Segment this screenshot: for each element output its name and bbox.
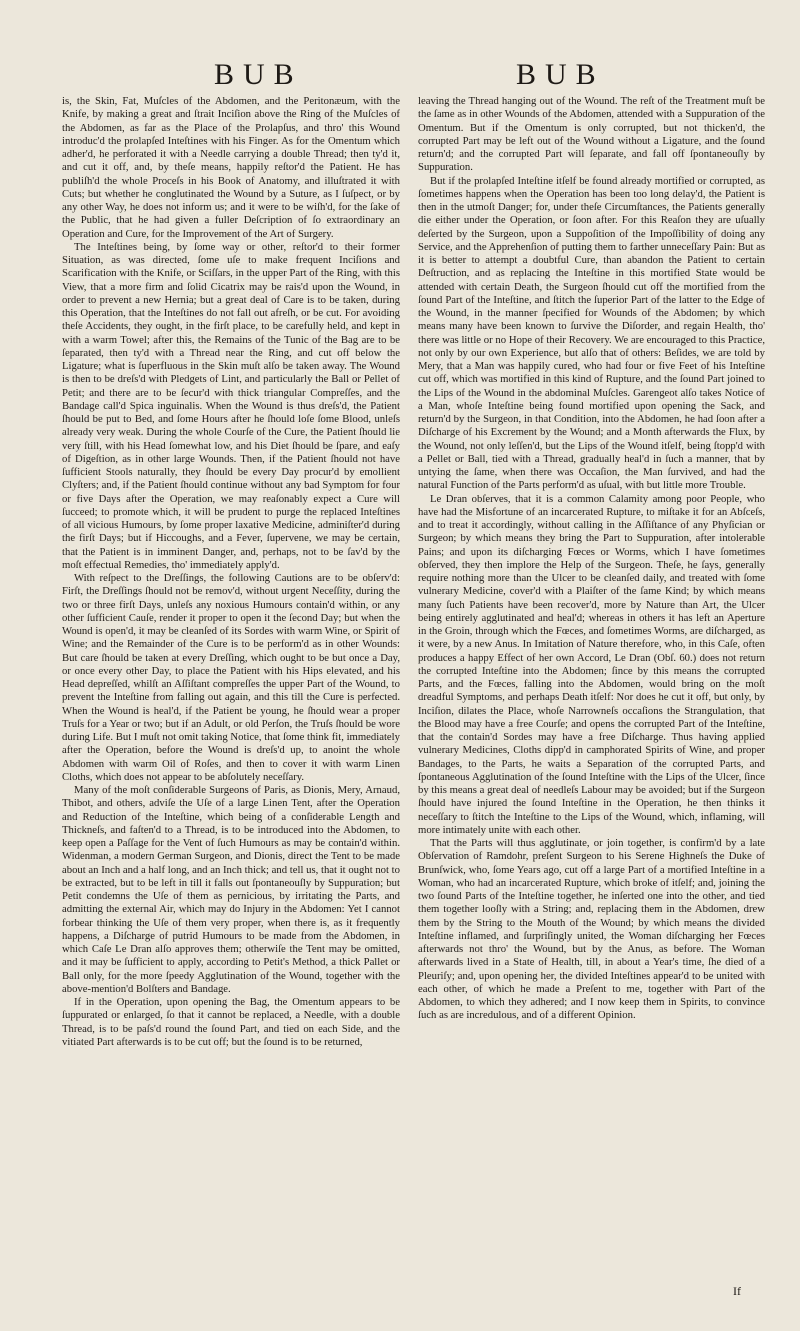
catchword: If (733, 1284, 741, 1298)
paragraph: Many of the moſt conſiderable Surgeons of Paris, as Dionis, Mery, Arnaud, Thibot, and others, adviſe the Uſe of a large Linen Tent, after the Operation and Reduction of the Inteſtine, which being of a conſiderable Length and Thickneſs, and faſten'd to a Thread, is to be introduced into the Abdomen, to keep open a Paſſage for the Vent of ſuch Humours as may be contain'd within. Widenman, a modern German Surgeon, and Dionis, direct the Tent to be made about an Inch and a half long, and an Inch thick; and tell us, that it ought not to be extracted, but to be left in till it falls out ſpontaneouſly by Suppuration; but Petit condemns the Uſe of them as pernicious, by irritating the Parts, and admitting the external Air, which may do Injury in the Abdomen: Yet I cannot forbear thinking the Uſe of them very proper, when there is, as it frequently happens, a Diſcharge of putrid Humours to be made from the Abdomen, in which Caſe Le Dran alſo approves them; otherwiſe the Tent may be omitted, and it may be ſufficient to apply, according to Petit's Method, a thick Pallet or Ball only, for the more ſpeedy Agglutination of the Wound, together with the above-mention'd Bolſters and Bandage. (62, 784, 400, 995)
paragraph: But if the prolapſed Inteſtine itſelf be found already mortified or corrupted, as ſometimes happens when the Operation has been too long delay'd, the Patient is then in the utmoſt Danger; for, under theſe Circumſtances, the Patients generally die either under the Operation, or ſoon after. For this Reaſon they are uſually deſerted by the Surgeon, upon a Suppoſition of the Impoſſibility of doing any Service, and the Apprehenſion of putting them to farther unneceſſary Pain: But as it is better to attempt a doubtful Cure, than abandon the Patient to certain Deſtruction, and as replacing the Inteſtine in this mortified State would be attended with certain Death, the Surgeon ſhould cut off the mortified from the ſound Part of the Inteſtine, and ſtitch the ſuperior Part of the latter to the Edge of the Wound, in the manner ſpecified for Wounds of the Abdomen; by which means many have been known to ſurvive the Diſorder, and regain Health, tho' there was little or no Hope of their Recovery. We are encouraged to this Practice, not only by our own Experience, but alſo that of others: Beſides, we are told by Mery, that a Man was happily cured, who had four or five Feet of his Inteſtine cut off, which was mortified in this kind of Rupture, and the ſound Part joined to the Lips of the Wound in the abdominal Muſcles. Garengeot alſo takes Notice of a Man, whoſe Inteſtine being found mortified upon opening the Sack, and return'd by the Surgeon, in that Condition, into the Abdomen, he had ſoon after a Diſcharge of his Excrement by the Wound; and a Month afterwards the Flux, by the Wound, not only leſſen'd, but the Lips of the Wound itſelf, being ſtopp'd with a Pellet or Ball, tied with a Thread, gradually heal'd in ſuch a manner, that by untying the ſame, when there was Occaſion, the Man ſurvived, and had the natural Function of the Parts perform'd as uſual, with but little more Trouble. (418, 174, 765, 492)
running-head-right: BUB (516, 58, 605, 91)
paragraph: Le Dran obſerves, that it is a common Calamity among poor People, who have had the Misfortune of an incarcerated Rupture, to miſtake it for an Abſceſs, and to treat it accordingly, without calling in the Aſſiſtance of any Phyſician or Surgeon; by which means they bring the Part to Suppuration, after intolerable Pains; and upon its diſcharging Fœces or Worms, which I have ſometimes obſerved, they then implore the Help of the Surgeon. Theſe, he ſays, generally require nothing more than the Ulcer to be cleanſed daily, and treated with ſome vulnerary Medicine, cover'd with a Plaiſter of the ſame Kind; by which means many ſuch Patients have been recover'd, more by Nature than Art, the Ulcer being entirely agglutinated and heal'd; whereas in others it has left an Aperture in the Groin, through which the Fœces, and ſometimes Worms, are diſcharged, as it were, by a new Anus. In Imitation of Nature therefore, who, in this Caſe, often produces a happy Effect of her own Accord, Le Dran (Obſ. 60.) does not return the corrupted Inteſtine into the Abdomen; ſince by this means the corrupted Parts, and the Fœces, falling into the Abdomen, would bring on the moſt dreadful Symptoms, and perhaps Death itſelf: Nor does he cut it off, but only, by Inciſion, dilates the Place, whoſe Narrowneſs occaſions the Strangulation, that the Blood may have a free Courſe; and opens the corrupted Part of the Inteſtine, that the contain'd Sordes may have a free Diſcharge. Thus having applied vulnerary Medicines, Cloths dipp'd in camphorated Spirits of Wine, and proper Bandages, to the Parts, he waits a Separation of the corrupted Parts, and ſpontaneous Agglutination of the ſound Inteſtine with the Lips of the Ulcer, ſince by this means a great deal of needleſs Labour may be avoided; but if the Surgeon ſhould have injured the ſound Inteſtine in the Operation, he then thinks it neceſſary to ſtitch the Inteſtine to the Lips of the Wound, which, inflaming, will more intimately unite with each other. (418, 492, 765, 836)
paragraph: The Inteſtines being, by ſome way or other, reſtor'd to their former Situation, as was directed, ſome uſe to make frequent Inciſions and Scarification with the Knife, or Sciſſars, in the upper Part of the Ring, with this View, that a more firm and ſolid Cicatrix may be rais'd upon the Wound, in order to prevent a new Hernia; but a great deal of Care is to be taken, during this Operation, that the Inteſtines do not fall out afreſh, or be cut. For avoiding theſe Accidents, they ought, in the firſt place, to be carefully held, and kept in with a warm Towel; after this, the Remains of the Tunic of the Bag are to be ſeparated, then ty'd with a Thread near the Ring, and cut off below the Ligature; what is ſuperfluous in the Skin muſt alſo be taken away. The Wound is then to be dreſs'd with Pledgets of Lint, and particularly the Ball or Pellet of Petit; and there are to be ſecur'd with thick triangular Compreſſes, and the Bandage call'd Spica inguinalis. When the Wound is thus dreſs'd, the Patient ſhould be put to Bed, and ſome Hours after he ſhould loſe ſome Blood, unleſs already very weak. During the whole Courſe of the Cure, the Patient ſhould lie very ſtill, with his Head ſomewhat low, and his Diet ſhould be ſpare, and eaſy of Digeſtion, as in other large Wounds. Then, if the Patient ſhould not have ſufficient Stools naturally, they ſhould be every Day procur'd by emollient Clyſters; and, if the Patient ſhould continue without any bad Symptom for four or five Days after the Operation, we may reaſonably expect a Cure will ſucceed; to promote which, it will be prudent to purge the replaced Inteſtines of all vicious Humours, by ſome proper laxative Medicine, adminiſter'd during the firſt Days; but if Hiccoughs, and a Fever, ſupervene, we may be certain, that the Patient is in imminent Danger, and, perhaps, not to be ſav'd by the moſt effectual Remedies, tho' immediately apply'd. (62, 240, 400, 571)
paragraph: leaving the Thread hanging out of the Wound. The reſt of the Treatment muſt be the ſame as in other Wounds of the Abdomen, attended with a Suppuration of the Omentum. But if the Omentum is only corrupted, but not thicken'd, the corrupted Part may be left out of the Wound without a Ligature, and the ſound return'd; and the corrupted Part will ſeparate, and fall off ſpontaneouſly by Suppuration. (418, 95, 765, 174)
right-column (418, 95, 765, 1023)
paragraph: With reſpect to the Dreſſings, the following Cautions are to be obſerv'd: Firſt, the Dreſſings ſhould not be remov'd, without urgent Neceſſity, during the two or three firſt Days, unleſs any noxious Humours contain'd within, or any other ſufficient Cauſe, render it proper to open it the ſecond Day; but when the Wound is open'd, it may be cleanſed of its Sordes with warm Wine, or Spirit of Wine; and the Remainder of the Cure is to be perform'd as in other Wounds: But care ſhould be taken at every Dreſſing, which ought to be but once a Day, or once every other Day, to place the Patient with his Hips elevated, and his Head depreſſed, whilſt an Aſſiſtant compreſſes the upper Part of the Wound, to prevent the Inteſtine from falling out again, and this till the Cure is perfected. When the Wound is heal'd, if the Patient be young, he ſhould wear a proper Truſs for a Year or two; but if an Adult, or old Perſon, the Truſs ſhould be wore during Life. But I muſt not omit taking Notice, that ſome think fit, immediately after the Operation, before the Wound is dreſs'd up, to anoint the whole Abdomen with warm Oil of Roſes, and then to cover it with warm Linen Cloths, which does not appear to be abſolutely neceſſary. (62, 572, 400, 783)
running-head-left: BUB (214, 58, 303, 91)
paragraph: If in the Operation, upon opening the Bag, the Omentum appears to be ſuppurated or enlarged, ſo that it cannot be replaced, a Needle, with a double Thread, is to be paſs'd round the ſound Part, and tied on each Side, and the vitiated Part afterwards is to be cut off; but the ſound is to be returned, (62, 996, 400, 1048)
paragraph: is, the Skin, Fat, Muſcles of the Abdomen, and the Peritonæum, with the Knife, by making a great and ſtrait Inciſion above the Ring of the Muſcles of the Abdomen, as far as the Place of the Prolapſus, and thro' this Wound introduc'd the prolapſed Inteſtines with his Finger. As for the Omentum which adher'd, he perforated it with a Needle carrying a double Thread; then ty'd it, and cut it off, and, by theſe means, happily reſtor'd the Patient. He has publiſh'd the whole Proceſs in his Book of Anatomy, and illuſtrated it with Cuts; but whether he conglutinated the Wound by a Suture, as I ſuſpect, or by any other Way, he does not inform us; and it were to be wiſh'd, for the ſake of the Public, that he had given a fuller Deſcription of ſo extraordinary an Operation and Cure, for the Improvement of the Art of Surgery. (62, 95, 400, 240)
paragraph: That the Parts will thus agglutinate, or join together, is confirm'd by a late Obſervation of Ramdohr, preſent Surgeon to his Serene Highneſs the Duke of Brunſwick, who, ſome Years ago, cut off a large Part of a mortified Inteſtine in a Woman, who had an incarcerated Rupture, which broke of itſelf; and, joining the two ſound Parts of the Inteſtine together, he inſerted one into the other, and tied them together looſly with a String; and, replacing them in the Abdomen, drew them by the String to the Mouth of the Wound; by which means the divided Inteſtine inflamed, and ſurpriſingly united, the Woman diſcharging her Fœces afterwards not thro' the Wound, but by the Anus, as before. The Woman afterwards lived in a State of Health, till, in about a Year's time, ſhe died of a Pleuriſy; and, upon opening her, the divided Inteſtines appear'd to be united with each other, of which he made a Preſent to me, together with Part of the Abdomen, to which they adhered; and I now keep them in Spirits, to convince ſuch as are incredulous, and of a different Opinion. (418, 837, 765, 1022)
left-column (62, 95, 400, 1049)
